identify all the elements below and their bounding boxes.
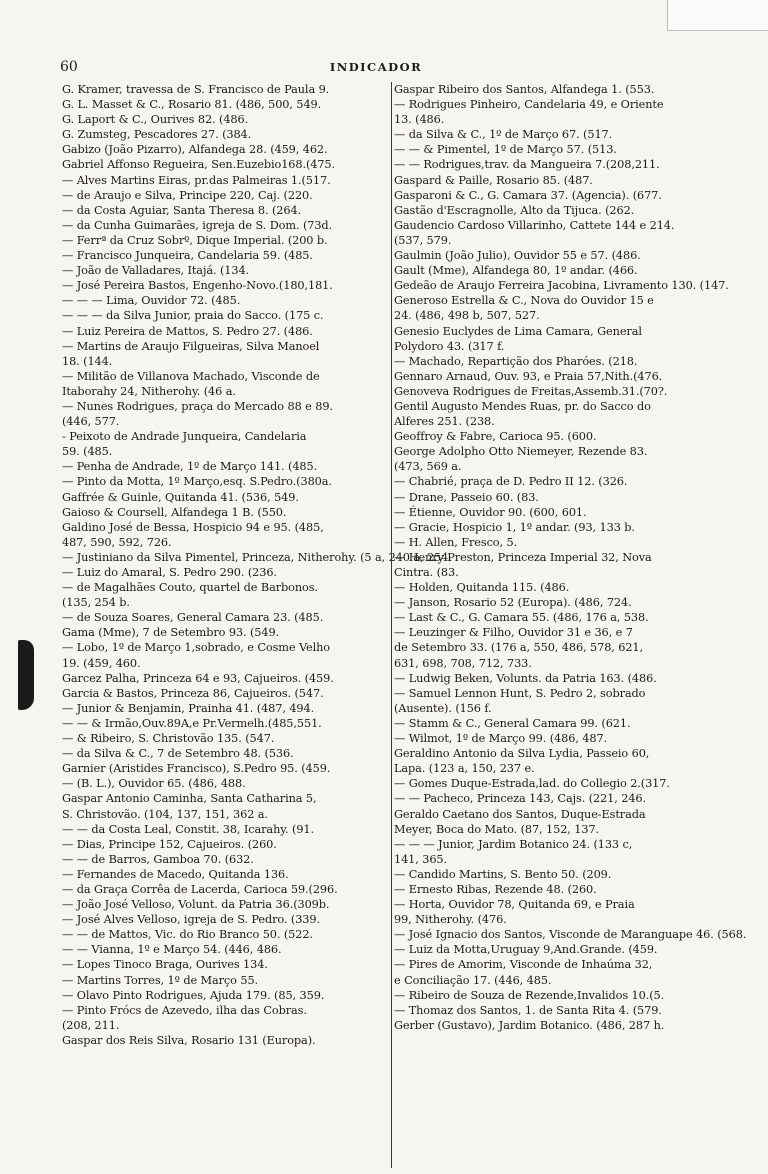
- entry-text: Gaulmin (João Julio), Ouvidor 55 e 57. (486.: [394, 249, 641, 263]
- entry-text: - Peixoto de Andrade Junqueira, Candelaria: [62, 430, 307, 444]
- directory-entry: [62, 882, 392, 897]
- directory-entry: [62, 565, 392, 580]
- directory-entry: [394, 535, 724, 550]
- directory-entry: [62, 973, 392, 988]
- directory-entry: [394, 625, 724, 670]
- directory-entry: [394, 248, 724, 263]
- entry-text: Gasparoni & C., G. Camara 37. (Agencia). (677.: [394, 188, 662, 202]
- entry-text: Genoveva Rodrigues de Freitas,Assemb.31.(70?.: [394, 384, 668, 398]
- directory-entry: [394, 988, 724, 1003]
- entry-continuation: (Ausente). (156 f.: [394, 701, 492, 715]
- entry-text: — da Graça Corrêa de Lacerda, Carioca 59.(296.: [62, 882, 338, 896]
- entry-text: — Pinto da Motta, 1º Março,esq. S.Pedro.(380a.: [62, 475, 332, 489]
- entry-text: — Holden, Quitanda 115. (486.: [394, 581, 570, 595]
- entry-text: — de Araujo e Silva, Principe 220, Caj. (220.: [62, 188, 313, 202]
- binding-shadow: [18, 640, 34, 710]
- directory-entry: [394, 746, 724, 776]
- directory-entry: [62, 278, 392, 293]
- directory-entry: [62, 490, 392, 505]
- directory-entry: [62, 580, 392, 610]
- entry-text: — — — da Silva Junior, praia do Sacco. (175 c.: [62, 309, 324, 323]
- entry-text: — H. Allen, Fresco, 5.: [394, 535, 518, 549]
- directory-entry: [394, 595, 724, 610]
- entry-text: Gault (Mme), Alfandega 80, 1º andar. (466.: [394, 264, 638, 278]
- entry-text: — Dias, Principe 152, Cajueiros. (260.: [62, 837, 277, 851]
- entry-text: — Étienne, Ouvidor 90. (600, 601.: [394, 505, 587, 519]
- directory-entry: [394, 82, 724, 97]
- entry-text: — da Silva & C., 7 de Setembro 48. (536.: [62, 747, 294, 761]
- entry-text: — Chabrié, praça de D. Pedro II 12. (326.: [394, 475, 628, 489]
- entry-text: Gedeão de Araujo Ferreira Jacobina, Livramento 130. (147.: [394, 279, 729, 293]
- entry-text: Generoso Estrella & C., Nova do Ouvidor 15 e: [394, 294, 654, 308]
- entry-text: — Junior & Benjamin, Prainha 41. (487, 494.: [62, 701, 315, 715]
- directory-entry: [394, 399, 724, 429]
- directory-entry: [394, 550, 724, 580]
- directory-entry: [394, 263, 724, 278]
- entry-text: Garcez Palha, Princeza 64 e 93, Cajueiros. (459.: [62, 671, 334, 685]
- entry-text: Garnier (Aristides Francisco), S.Pedro 95. (459.: [62, 762, 331, 776]
- entry-continuation: 13. (486.: [394, 113, 445, 127]
- entry-text: G. Zumsteg, Pescadores 27. (384.: [62, 128, 252, 142]
- entry-text: G. Kramer, travessa de S. Francisco de Paula 9.: [62, 83, 330, 96]
- entry-text: — Ferrª da Cruz Sobrº, Dique Imperial. (200 b.: [62, 233, 328, 247]
- entry-text: Geoffroy & Fabre, Carioca 95. (600.: [394, 430, 597, 444]
- entry-text: George Adolpho Otto Niemeyer, Rezende 83.: [394, 445, 648, 459]
- directory-entry: [62, 369, 392, 399]
- directory-entry: [62, 957, 392, 972]
- entry-text: — Ernesto Ribas, Rezende 48. (260.: [394, 882, 597, 896]
- entry-text: — João José Velloso, Volunt. da Patria 36.(309b.: [62, 898, 330, 912]
- directory-entry: [62, 550, 452, 565]
- directory-entry: [62, 942, 392, 957]
- directory-entry: [62, 474, 392, 489]
- entry-text: G. Laport & C., Ourives 82. (486.: [62, 113, 249, 127]
- entry-text: Gerber (Gustavo), Jardim Botanico. (486, 287 h.: [394, 1018, 665, 1032]
- directory-entry: [394, 1003, 724, 1018]
- entry-text: — da Silva & C., 1º de Março 67. (517.: [394, 128, 613, 142]
- directory-columns: [62, 82, 747, 1172]
- entry-text: Geraldo Caetano dos Santos, Duque-Estrada: [394, 807, 646, 821]
- entry-text: — Thomaz dos Santos, 1. de Santa Rita 4. (579.: [394, 1003, 662, 1017]
- directory-entry: [62, 1033, 392, 1048]
- entry-text: — (B. L.), Ouvidor 65. (486, 488.: [62, 777, 246, 791]
- directory-entry: [62, 701, 392, 716]
- entry-text: — Luiz da Motta,Uruguay 9,And.Grande. (459.: [394, 943, 658, 957]
- entry-continuation: 141, 365.: [394, 852, 447, 866]
- directory-entry: [394, 142, 724, 157]
- column-divider: [391, 82, 392, 1168]
- directory-entry: [394, 97, 724, 127]
- entry-text: — Leuzinger & Filho, Ouvidor 31 e 36, e 7: [394, 626, 633, 640]
- entry-text: Gaioso & Coursell, Alfandega 1 B. (550.: [62, 505, 287, 519]
- entry-text: — da Costa Aguiar, Santa Theresa 8. (264.: [62, 203, 302, 217]
- entry-continuation: 59. (485.: [62, 445, 113, 459]
- entry-continuation: 631, 698, 708, 712, 733.: [394, 656, 532, 670]
- directory-entry: [394, 173, 724, 188]
- entry-text: Galdino José de Bessa, Hospicio 94 e 95. (485,: [62, 520, 324, 534]
- directory-entry: [62, 203, 392, 218]
- entry-text: — — de Barros, Gamboa 70. (632.: [62, 852, 254, 866]
- directory-entry: [62, 927, 392, 942]
- directory-entry: [62, 1003, 392, 1033]
- entry-continuation: Lapa. (123 a, 150, 237 e.: [394, 762, 535, 776]
- directory-entry: [62, 686, 392, 701]
- directory-entry: [62, 610, 392, 625]
- entry-text: — Rodrigues Pinheiro, Candelaria 49, e Oriente: [394, 98, 664, 112]
- entry-text: — — Rodrigues,trav. da Mangueira 7.(208,211.: [394, 158, 660, 172]
- entry-text: — José Ignacio dos Santos, Visconde de Maranguape 46. (568.: [394, 928, 747, 942]
- directory-entry: [394, 444, 724, 474]
- directory-entry: [394, 188, 724, 203]
- directory-entry: [394, 671, 724, 686]
- entry-text: — — Pacheco, Princeza 143, Cajs. (221, 246.: [394, 792, 646, 806]
- directory-entry: [394, 505, 724, 520]
- directory-entry: [62, 867, 392, 882]
- directory-entry: [394, 686, 724, 716]
- entry-continuation: 487, 590, 592, 726.: [62, 535, 172, 549]
- entry-continuation: 19. (459, 460.: [62, 656, 141, 670]
- directory-entry: [394, 369, 724, 384]
- entry-text: — Pinto Frócs de Azevedo, ilha das Cobras.: [62, 1003, 307, 1017]
- directory-entry: [394, 610, 724, 625]
- directory-entry: [394, 716, 724, 731]
- entry-text: — Drane, Passeio 60. (83.: [394, 490, 539, 504]
- entry-text: — João de Valladares, Itajá. (134.: [62, 264, 250, 278]
- directory-entry: [394, 837, 724, 867]
- entry-text: — Henry Preston, Princeza Imperial 32, Nova: [394, 550, 652, 564]
- directory-entry: [62, 157, 392, 172]
- entry-text: — Militão de Villanova Machado, Visconde de: [62, 369, 320, 383]
- entry-text: — José Pereira Bastos, Engenho-Novo.(180,181.: [62, 279, 333, 293]
- directory-entry: [394, 807, 724, 837]
- entry-text: — Gomes Duque-Estrada,lad. do Collegio 2.(317.: [394, 777, 670, 791]
- directory-entry: [62, 837, 392, 852]
- entry-text: — Ludwig Beken, Volunts. da Patria 163. (486.: [394, 671, 657, 685]
- entry-text: — da Cunha Guimarães, igreja de S. Dom. (73d.: [62, 218, 333, 232]
- entry-continuation: (537, 579.: [394, 233, 452, 247]
- entry-text: — de Souza Soares, General Camara 23. (485.: [62, 611, 324, 625]
- corner-tab: [667, 0, 768, 31]
- directory-entry: [62, 625, 392, 640]
- entry-text: Garcia & Bastos, Princeza 86, Cajueiros. (547.: [62, 686, 324, 700]
- right-column: [394, 82, 747, 1033]
- entry-text: — — da Costa Leal, Constit. 38, Icarahy. (91.: [62, 822, 314, 836]
- directory-entry: [394, 927, 747, 942]
- directory-entry: [62, 459, 392, 474]
- entry-text: Gabizo (João Pizarro), Alfandega 28. (459, 462.: [62, 143, 328, 157]
- entry-continuation: Polydoro 43. (317 f.: [394, 339, 505, 353]
- directory-entry: [394, 1018, 724, 1033]
- entry-text: — Alves Martins Eiras, pr.das Palmeiras 1.(517.: [62, 173, 331, 187]
- entry-continuation: (473, 569 a.: [394, 460, 462, 474]
- directory-entry: [62, 82, 392, 97]
- directory-entry: [394, 203, 724, 218]
- entry-text: — Samuel Lennon Hunt, S. Pedro 2, sobrado: [394, 686, 646, 700]
- entry-text: Gaudencio Cardoso Villarinho, Cattete 144 e 214.: [394, 218, 675, 232]
- directory-entry: [62, 293, 392, 308]
- directory-entry: [394, 897, 724, 927]
- directory-entry: [62, 233, 392, 248]
- entry-continuation: 99, Nitherohy. (476.: [394, 913, 507, 927]
- entry-text: Geraldino Antonio da Silva Lydia, Passeio 60,: [394, 747, 650, 761]
- entry-continuation: Alferes 251. (238.: [394, 415, 495, 429]
- directory-entry: [62, 263, 392, 278]
- directory-entry: [62, 112, 392, 127]
- entry-text: — Fernandes de Macedo, Quitanda 136.: [62, 867, 289, 881]
- directory-entry: [394, 429, 724, 444]
- directory-entry: [62, 142, 392, 157]
- page-number: 60: [60, 59, 78, 75]
- entry-text: — Last & C., G. Camara 55. (486, 176 a, 538.: [394, 611, 649, 625]
- directory-entry: [394, 218, 724, 248]
- entry-text: — Martins Torres, 1º de Março 55.: [62, 973, 259, 987]
- entry-text: — Ribeiro de Souza de Rezende,Invalidos 10.(5.: [394, 988, 665, 1002]
- directory-entry: [394, 324, 724, 354]
- directory-entry: [394, 474, 724, 489]
- entry-text: — — — Junior, Jardim Botanico 24. (133 c,: [394, 837, 633, 851]
- directory-entry: [62, 852, 392, 867]
- entry-text: — Penha de Andrade, 1º de Março 141. (485.: [62, 460, 318, 474]
- entry-text: — Machado, Repartição dos Pharóes. (218.: [394, 354, 638, 368]
- directory-entry: [394, 731, 724, 746]
- directory-entry: [394, 882, 724, 897]
- directory-entry: [62, 248, 392, 263]
- directory-entry: [62, 324, 392, 339]
- entry-text: — Martins de Araujo Filgueiras, Silva Manoel: [62, 339, 320, 353]
- entry-text: — — & Pimentel, 1º de Março 57. (513.: [394, 143, 617, 157]
- entry-continuation: (446, 577.: [62, 415, 120, 429]
- entry-continuation: e Conciliação 17. (446, 485.: [394, 973, 552, 987]
- entry-text: — Justiniano da Silva Pimentel, Princeza, Nitherohy. (5 a, 240 a, 254.: [62, 550, 452, 564]
- entry-text: — Nunes Rodrigues, praça do Mercado 88 e 89.: [62, 399, 333, 413]
- directory-entry: [62, 640, 392, 670]
- entry-text: — Stamm & C., General Camara 99. (621.: [394, 716, 631, 730]
- entry-text: — José Alves Velloso, igreja de S. Pedro. (339.: [62, 913, 320, 927]
- directory-entry: [62, 218, 392, 233]
- directory-entry: [62, 97, 392, 112]
- entry-text: — — & Irmão,Ouv.89A,e Pr.Vermelh.(485,551.: [62, 716, 322, 730]
- entry-text: — Luiz do Amaral, S. Pedro 290. (236.: [62, 566, 277, 579]
- directory-entry: [394, 942, 724, 957]
- directory-entry: [62, 308, 392, 323]
- directory-entry: [62, 173, 392, 188]
- entry-text: — de Magalhães Couto, quartel de Barbonos.: [62, 581, 318, 595]
- entry-continuation: de Setembro 33. (176 a, 550, 486, 578, 621,: [394, 641, 644, 655]
- directory-entry: [62, 671, 392, 686]
- directory-entry: [62, 399, 392, 429]
- entry-continuation: Meyer, Boca do Mato. (87, 152, 137.: [394, 822, 600, 836]
- entry-text: Genesio Euclydes de Lima Camara, General: [394, 324, 642, 338]
- entry-continuation: Cintra. (83.: [394, 566, 459, 579]
- entry-text: — Janson, Rosario 52 (Europa). (486, 724.: [394, 596, 632, 610]
- entry-continuation: 24. (486, 498 b, 507, 527.: [394, 309, 540, 323]
- directory-entry: [394, 791, 724, 806]
- page-heading: INDICADOR: [329, 60, 423, 74]
- entry-text: Gennaro Arnaud, Ouv. 93, e Praia 57,Nith.(476.: [394, 369, 663, 383]
- directory-entry: [394, 278, 729, 293]
- directory-entry: [62, 127, 392, 142]
- directory-entry: [394, 580, 724, 595]
- directory-entry: [62, 716, 392, 731]
- directory-entry: [62, 761, 392, 776]
- directory-entry: [62, 897, 392, 912]
- directory-entry: [394, 293, 724, 323]
- directory-entry: [394, 776, 724, 791]
- directory-entry: [394, 127, 724, 142]
- page-header: [60, 58, 692, 76]
- directory-entry: [394, 354, 724, 369]
- entry-continuation: S. Christovão. (104, 137, 151, 362 a.: [62, 807, 268, 821]
- directory-entry: [62, 339, 392, 369]
- entry-text: Gabriel Affonso Regueira, Sen.Euzebio168.(475.: [62, 158, 336, 172]
- entry-text: G. L. Masset & C., Rosario 81. (486, 500, 549.: [62, 98, 322, 112]
- entry-continuation: (135, 254 b.: [62, 596, 130, 610]
- entry-text: — Luiz Pereira de Mattos, S. Pedro 27. (486.: [62, 324, 313, 338]
- directory-entry: [62, 822, 392, 837]
- entry-text: — — Vianna, 1º e Março 54. (446, 486.: [62, 943, 282, 957]
- directory-entry: [62, 731, 392, 746]
- entry-continuation: Itaborahy 24, Nitherohy. (46 a.: [62, 384, 236, 398]
- entry-text: — Gracie, Hospicio 1, 1º andar. (93, 133 b.: [394, 520, 635, 534]
- entry-text: — & Ribeiro, S. Christovão 135. (547.: [62, 732, 275, 746]
- directory-entry: [394, 957, 724, 987]
- directory-entry: [62, 988, 392, 1003]
- entry-text: — Candido Martins, S. Bento 50. (209.: [394, 867, 612, 881]
- entry-text: — Lobo, 1º de Março 1,sobrado, e Cosme Velho: [62, 641, 330, 655]
- directory-entry: [62, 520, 392, 550]
- entry-text: Gaspard & Paille, Rosario 85. (487.: [394, 173, 593, 187]
- entry-text: Gastão d'Escragnolle, Alto da Tijuca. (262.: [394, 203, 635, 217]
- entry-continuation: (208, 211.: [62, 1018, 120, 1032]
- entry-text: — Olavo Pinto Rodrigues, Ajuda 179. (85, 359.: [62, 988, 325, 1002]
- directory-entry: [62, 791, 392, 821]
- entry-text: Gaspar dos Reis Silva, Rosario 131 (Europa).: [62, 1033, 316, 1047]
- directory-entry: [394, 490, 724, 505]
- directory-entry: [62, 429, 392, 459]
- entry-text: Gama (Mme), 7 de Setembro 93. (549.: [62, 626, 280, 640]
- directory-entry: [394, 520, 724, 535]
- entry-text: Gaspar Ribeiro dos Santos, Alfandega 1. (553.: [394, 83, 655, 96]
- entry-text: — — — Lima, Ouvidor 72. (485.: [62, 294, 241, 308]
- directory-entry: [62, 776, 392, 791]
- entry-text: — Horta, Ouvidor 78, Quitanda 69, e Praia: [394, 898, 635, 912]
- directory-entry: [394, 384, 724, 399]
- directory-entry: [394, 157, 724, 172]
- directory-entry: [62, 188, 392, 203]
- entry-text: — Lopes Tinoco Braga, Ourives 134.: [62, 958, 268, 972]
- entry-text: — — de Mattos, Vic. do Rio Branco 50. (522.: [62, 928, 313, 942]
- entry-text: — Wilmot, 1º de Março 99. (486, 487.: [394, 732, 608, 746]
- directory-entry: [62, 912, 392, 927]
- entry-text: Gentil Augusto Mendes Ruas, pr. do Sacco do: [394, 399, 651, 413]
- entry-text: — Francisco Junqueira, Candelaria 59. (485.: [62, 249, 313, 263]
- directory-entry: [62, 505, 392, 520]
- entry-text: Gaffrée & Guinle, Quitanda 41. (536, 549.: [62, 490, 299, 504]
- entry-text: Gaspar Antonio Caminha, Santa Catharina 5,: [62, 792, 317, 806]
- entry-continuation: 18. (144.: [62, 354, 113, 368]
- entry-text: — Pires de Amorim, Visconde de Inhaúma 32,: [394, 958, 653, 972]
- directory-entry: [62, 746, 392, 761]
- directory-entry: [394, 867, 724, 882]
